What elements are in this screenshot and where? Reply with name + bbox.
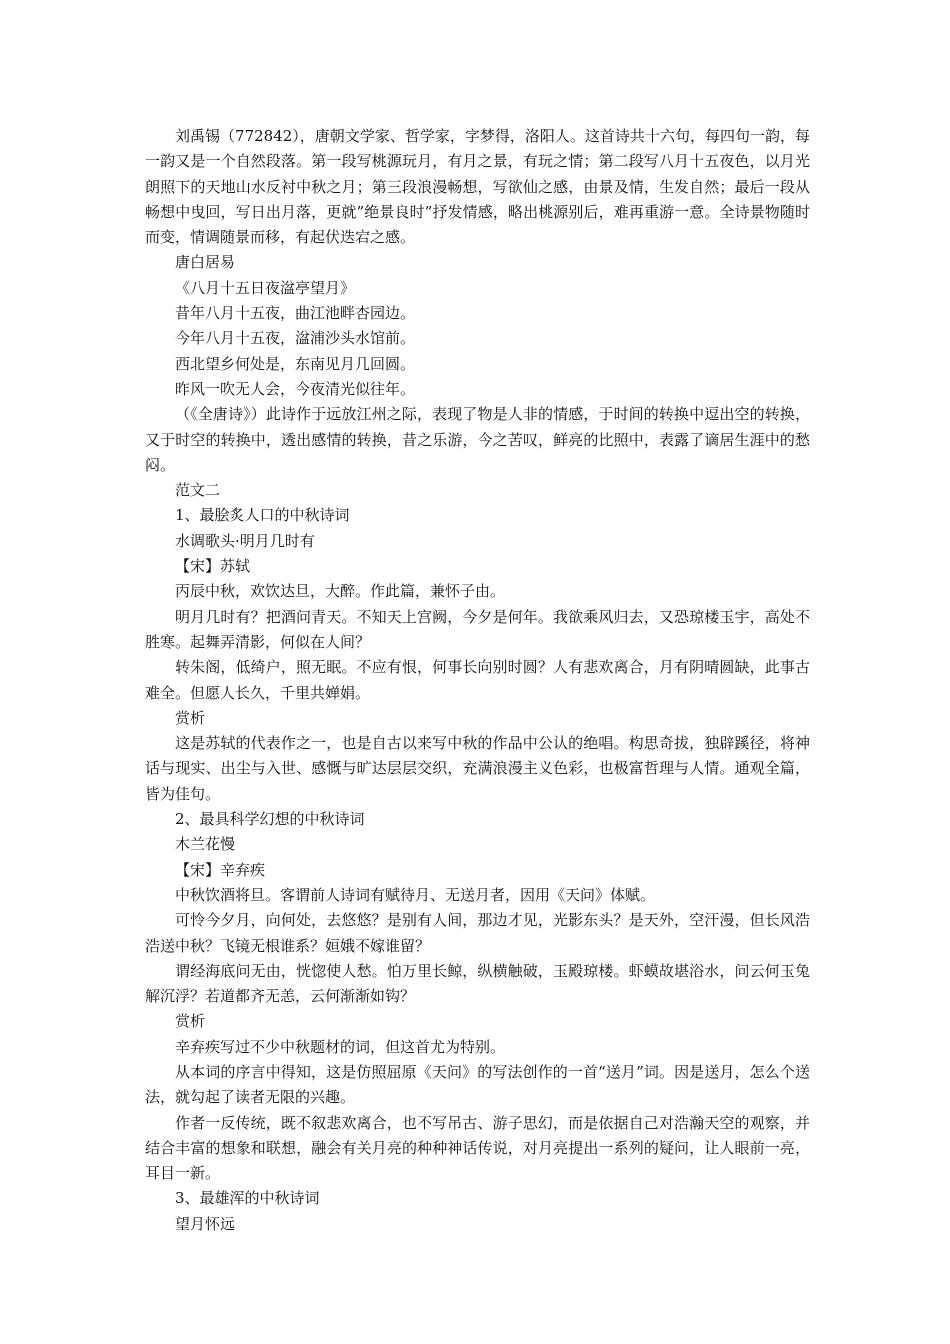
analysis-heading: 赏析: [175, 708, 206, 727]
subsection-heading: 1、最脍炙人口的中秋诗词: [175, 506, 350, 525]
author-line: 【宋】辛弃疾: [175, 860, 266, 879]
poem-title: 《八月十五日夜湓亭望月》: [175, 278, 356, 297]
body-paragraph: 刘禹锡（772842），唐朝文学家、哲学家，字梦得，洛阳人。这首诗共十六句，每四句一韵，每一韵又是一个自然段落。第一段写桃源玩月，有月之景，有玩之情；第二段写八月十五夜色，以月光朗照下的天地山水反衬中秋之月；第三段浪漫畅想，写欲仙之感，由景及情，生发自然；最后一段从畅想中曳回，写日出月落，更就”绝景良时”抒发情感，略出桃源别后，难再重游一意。全诗景物随时而变，情调随景而移，有起伏迭宕之感。: [145, 127, 810, 247]
poem-preface: 丙辰中秋，欢饮达旦，大醉。作此篇，兼怀子由。: [175, 582, 506, 601]
analysis-heading: 赏析: [175, 1012, 206, 1031]
poem-title: 木兰花慢: [175, 835, 236, 854]
poem-stanza: 转朱阁，低绮户，照无眠。不应有恨，何事长向别时圆？人有悲欢离合，月有阴晴圆缺，此事古难全。但愿人长久，千里共婵娟。: [145, 658, 810, 702]
poem-stanza: 明月几时有？把酒问青天。不知天上宫阙，今夕是何年。我欲乘风归去，又恐琼楼玉宇，高处不胜寒。起舞弄清影，何似在人间？: [145, 607, 810, 651]
poem-preface: 中秋饮酒将旦。客谓前人诗词有赋待月、无送月者，因用《天问》体赋。: [175, 885, 656, 904]
poem-title: 望月怀远: [175, 1214, 236, 1233]
subsection-heading: 2、最具科学幻想的中秋诗词: [175, 810, 365, 829]
body-paragraph: 辛弃疾写过不少中秋题材的词，但这首尤为特别。: [175, 1037, 506, 1056]
poem-stanza: 谓经海底问无由，恍惚使人愁。怕万里长鲸，纵横触破，玉殿琼楼。虾蟆故堪浴水，问云何玉兔解沉浮？若道都齐无恙，云何渐渐如钩？: [145, 961, 810, 1006]
poem-title: 水调歌头·明月几时有: [175, 531, 315, 550]
poem-line: 昔年八月十五夜，曲江池畔杏园边。: [175, 304, 416, 323]
section-heading: 范文二: [175, 481, 221, 500]
poem-stanza: 可怜今夕月，向何处，去悠悠？是别有人间，那边才见，光影东头？是天外，空汗漫，但长风浩浩送中秋？飞镜无根谁系？姮娥不嫁谁留？: [145, 911, 810, 955]
body-paragraph: （《全唐诗》）此诗作于远放江州之际，表现了物是人非的情感，于时间的转换中逗出空的转换，又于时空的转换中，透出感情的转换，昔之乐游，今之苦叹，鲜亮的比照中，表露了谪居生涯中的愁闷。: [145, 405, 810, 474]
body-paragraph: 作者一反传统，既不叙悲欢离合，也不写吊古、游子思幻，而是依据自己对浩瀚天空的观察，并结合丰富的想象和联想，融会有关月亮的种种神话传说，对月亮提出一系列的疑问，让人眼前一亮，耳目一新。: [145, 1113, 810, 1183]
body-paragraph: 这是苏轼的代表作之一，也是自古以来写中秋的作品中公认的绝唱。构思奇拔，独辟蹊径，将神话与现实、出尘与入世、感慨与旷达层层交织，充满浪漫主义色彩，也极富哲理与人情。通观全篇，皆为佳句。: [145, 734, 810, 803]
poem-line: 今年八月十五夜，湓浦沙头水馆前。: [175, 329, 416, 348]
author-line: 【宋】苏轼: [175, 557, 251, 576]
author-line: 唐白居易: [175, 253, 236, 272]
body-paragraph: 从本词的序言中得知，这是仿照屈原《天问》的写法创作的一首“送月”词。因是送月，怎么个送法，就勾起了读者无限的兴趣。: [145, 1062, 810, 1107]
subsection-heading: 3、最雄浑的中秋诗词: [175, 1189, 320, 1208]
poem-line: 昨风一吹无人会，今夜清光似往年。: [175, 379, 416, 398]
poem-line: 西北望乡何处是，东南见月几回圆。: [175, 354, 416, 373]
